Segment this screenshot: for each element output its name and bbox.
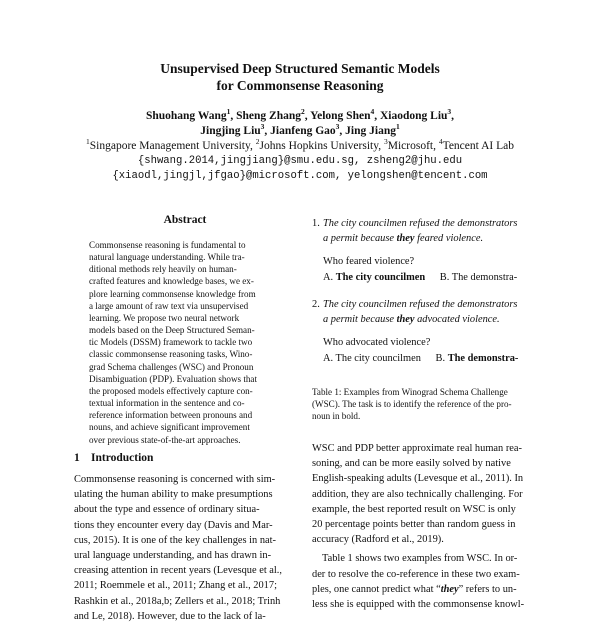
intro-line: Commonsense reasoning is concerned with sim- — [74, 474, 276, 485]
author-name: Jianfeng Gao — [270, 125, 336, 137]
abstract-line: reference information between pronouns and — [89, 410, 253, 421]
body-line: 20 percentage points better than random guess in — [312, 519, 516, 531]
abstract-line: Commonsense reasoning is fundamental to — [89, 240, 246, 250]
abstract-line: plore learning commonsense knowledge from — [89, 288, 256, 299]
affiliation: Singapore Management University — [89, 140, 250, 152]
author-line-1: Shuohang Wang$^1$, Sheng Zhang$^2$, Yelong Shen$^4$, Xiaodong Liu$^3$, — [145, 107, 455, 122]
abstract-line: natural language understanding. While tra- — [89, 252, 245, 263]
intro-line: Rashkin et al., 2018a,b; Zellers et al., 2018; Trinh — [74, 595, 281, 607]
affiliation: Tencent AI Lab — [442, 140, 514, 152]
example-1 — [312, 216, 572, 285]
intro-line: cus, 2015). It is one of the key challenges in nat- — [74, 534, 276, 546]
body-line: der to resolve the co-reference in these two exam- — [312, 568, 520, 580]
right-column-body — [312, 441, 574, 612]
intro-line: tions they encounter every day (Davis and Mar- — [74, 519, 273, 531]
intro-line: creasing attention in recent years (Levesque et al., — [74, 565, 283, 577]
example-question: Who feared violence? — [323, 256, 415, 268]
abstract-line: tic Models (DSSM) framework to tackle two — [89, 337, 253, 348]
example-sentence-line: The city councilmen refused the demonstrators — [323, 218, 518, 229]
intro-line: about the type and essence of ordinary situa- — [74, 504, 260, 516]
body-line: ples, one cannot predict what “they” refers to un- — [312, 583, 517, 595]
intro-line: ural language understanding, and has drawn in- — [74, 550, 272, 562]
abstract-line: over previous state-of-the-art approaches. — [89, 434, 241, 445]
author-block — [0, 109, 600, 184]
example-answers: A. The city councilmen B. The demonstra- — [323, 271, 518, 283]
affiliation: Microsoft — [387, 140, 434, 152]
body-line: WSC and PDP better approximate real human rea- — [312, 443, 522, 454]
table-caption — [312, 386, 574, 423]
author-name: Yelong Shen — [310, 110, 371, 122]
author-name: Xiaodong Liu — [379, 110, 448, 122]
paper-title — [0, 60, 600, 94]
body-line: accuracy (Radford et al., 2019). — [312, 534, 444, 546]
abstract-line: Disambiguation (PDP). Evaluation shows that — [89, 373, 257, 384]
answer-option-b: The demonstra- — [451, 271, 518, 283]
example-sentence-line: a permit because they advocated violence. — [323, 314, 500, 326]
answer-option-b: The demonstra- — [447, 352, 519, 364]
body-line: English-speaking adults (Levesque et al., 2011). In — [312, 473, 524, 485]
title-line-1: Unsupervised Deep Structured Semantic Models — [160, 61, 440, 76]
abstract-line: models based on the Deep Structured Seman- — [89, 325, 255, 336]
body-line: example, the best reported result on WSC is only — [312, 503, 516, 515]
pronoun-highlight: they — [440, 583, 459, 595]
abstract-line: nouns, and achieve significant improvement — [89, 422, 250, 433]
affiliation: Johns Hopkins University — [259, 140, 379, 152]
body-line: less she is equipped with the commonsense knowl- — [312, 599, 525, 611]
abstract-line: a large amount of raw text via unsupervised — [89, 300, 249, 311]
abstract-line: the proposed models effectively capture con- — [89, 385, 253, 396]
abstract-line: grad Schema challenges (WSC) and Pronoun — [89, 361, 254, 372]
email-line-1: {shwang.2014,jingjiang}@smu.edu.sg, zsheng2@jhu.edu — [137, 155, 463, 167]
abstract-heading: Abstract — [163, 214, 207, 226]
intro-line: ulating the human ability to make presumptions — [74, 489, 273, 501]
affiliations-line: $^1$Singapore Management University, $^2$Johns Hopkins University, $^3$Microsoft, $^4$Tencent AI Lab — [86, 137, 514, 152]
introduction-body — [74, 472, 304, 624]
section-title: Introduction — [91, 452, 154, 464]
body-line: soning, and can be more easily solved by native — [312, 458, 511, 470]
example-sentence-line: a permit because they feared violence. — [323, 233, 484, 245]
caption-line: (WSC). The task is to identify the reference of the pro- — [312, 399, 512, 410]
caption-line: Table 1: Examples from Winograd Schema Challenge — [312, 387, 508, 397]
author-name: Jingjing Liu — [200, 125, 261, 137]
abstract-line: crafted features and knowledge bases, we ex- — [89, 276, 254, 287]
example-number: 2. — [312, 299, 320, 310]
intro-line: 2011; Roemmele et al., 2011; Zhang et al., 2017; — [74, 580, 277, 592]
caption-line: noun in bold. — [312, 411, 361, 422]
email-line-2: {xiaodl,jingjl,jfgao}@microsoft.com, yelongshen@tencent.com — [112, 170, 488, 182]
author-name: Shuohang Wang — [145, 110, 227, 122]
answer-option-a: The city councilmen — [335, 352, 421, 364]
body-line: addition, they are also technically challenging. For — [312, 488, 523, 500]
example-2 — [312, 297, 572, 366]
author-name: Sheng Zhang — [236, 110, 301, 122]
example-question: Who advocated violence? — [323, 337, 431, 349]
section-heading-introduction — [74, 452, 153, 464]
pronoun-highlight: they — [396, 233, 415, 245]
abstract-line: ditional methods rely heavily on human- — [89, 264, 237, 275]
example-sentence-line: The city councilmen refused the demonstrators — [323, 299, 518, 310]
example-answers: A. The city councilmen B. The demonstra- — [323, 352, 519, 364]
abstract-line: classic commonsense reasoning tasks, Wino- — [89, 349, 253, 360]
intro-line: and Le, 2018). However, due to the lack of la- — [74, 610, 266, 622]
abstract-body — [89, 239, 277, 446]
abstract-line: textual information in the sentence and co- — [89, 398, 245, 409]
author-line-2: Jingjing Liu$^3$, Jianfeng Gao$^3$, Jing Jiang$^1$ — [200, 122, 400, 137]
body-line: Table 1 shows two examples from WSC. In or- — [322, 553, 518, 565]
pronoun-highlight: they — [396, 314, 415, 326]
section-number: 1 — [74, 452, 80, 464]
title-line-2: for Commonsense Reasoning — [216, 78, 384, 93]
author-name: Jing Jiang — [345, 125, 396, 137]
answer-option-a: The city councilmen — [335, 271, 426, 283]
abstract-line: learning. We propose two neural network — [89, 312, 240, 323]
example-number: 1. — [312, 218, 320, 229]
